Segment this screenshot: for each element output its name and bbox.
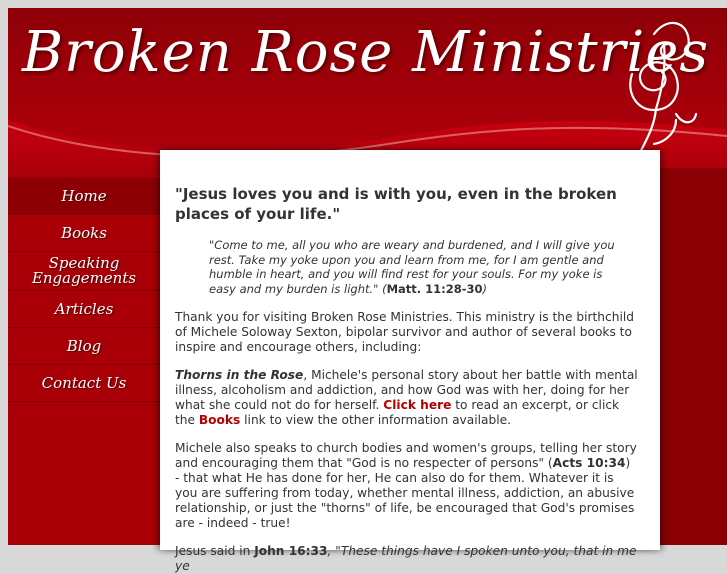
- jesus-said-text-1: Jesus said in: [175, 544, 255, 558]
- site-title[interactable]: Broken Rose Ministries: [22, 20, 710, 85]
- click-here-link[interactable]: Click here: [383, 398, 452, 412]
- verse-text: "Come to me, all you who are weary and burdened, and I will give you rest. Take my yoke upon you and learn from me, for I am gentle and humble in heart, and you will find rest for your souls. For my yoke is easy and my burden is light." (: [209, 238, 615, 296]
- speaking-paragraph: [175, 441, 638, 531]
- intro-paragraph: Thank you for visiting Broken Rose Ministries. This ministry is the birthchild of Michele Soloway Sexton, bipolar survivor and author of several books to inspire and encourage others, including:: [175, 310, 634, 354]
- book-text-3: link to view the other information available.: [240, 413, 511, 427]
- john-reference: John 16:33: [254, 544, 328, 558]
- sidebar-nav: [8, 178, 160, 545]
- page: [8, 8, 727, 573]
- jesus-said-text-2: , "These things have I spoken unto you, that in me ye: [175, 544, 637, 573]
- right-decorative-strip: [660, 168, 727, 545]
- site-header: [8, 8, 727, 168]
- nav-item-books[interactable]: Books: [8, 215, 160, 252]
- book-paragraph: [175, 368, 638, 428]
- nav-item-contact-us[interactable]: Contact Us: [8, 365, 160, 402]
- acts-reference: Acts 10:34: [552, 456, 626, 470]
- scripture-quote: [209, 238, 630, 296]
- book-text-1: , Michele's personal story about her battle with mental illness, alcoholism and addiction, and how God was with her, doing for her what she could not do for herself.: [175, 368, 638, 412]
- verse-close: ): [482, 281, 488, 296]
- books-link[interactable]: Books: [198, 413, 241, 427]
- main-content: [160, 150, 660, 573]
- book-text-2: to read an excerpt, or click the: [175, 398, 620, 427]
- verse-reference: Matt. 11:28-30: [386, 281, 483, 296]
- jesus-said-paragraph: [175, 544, 638, 574]
- book-title: Thorns in the Rose: [175, 368, 304, 382]
- nav-item-speaking-engagements[interactable]: Speaking Engagements: [8, 252, 160, 291]
- nav-item-home[interactable]: Home: [8, 178, 160, 215]
- page-headline: "Jesus loves you and is with you, even in the broken places of your life.": [175, 185, 617, 223]
- nav-item-blog[interactable]: Blog: [8, 328, 160, 365]
- speaking-text-1: Michele also speaks to church bodies and women's groups, telling her story and encouraging them that "God is no respecter of persons" (: [175, 441, 637, 470]
- nav-item-articles[interactable]: Articles: [8, 291, 160, 328]
- speaking-text-2: ) - that what He has done for her, He can also do for them. Whatever it is you are suffering from today, whether mental illness, addiction, an abusive relationship, or just the "thorns" of life, be encouraged that God's promises are - indeed - true!: [175, 456, 635, 530]
